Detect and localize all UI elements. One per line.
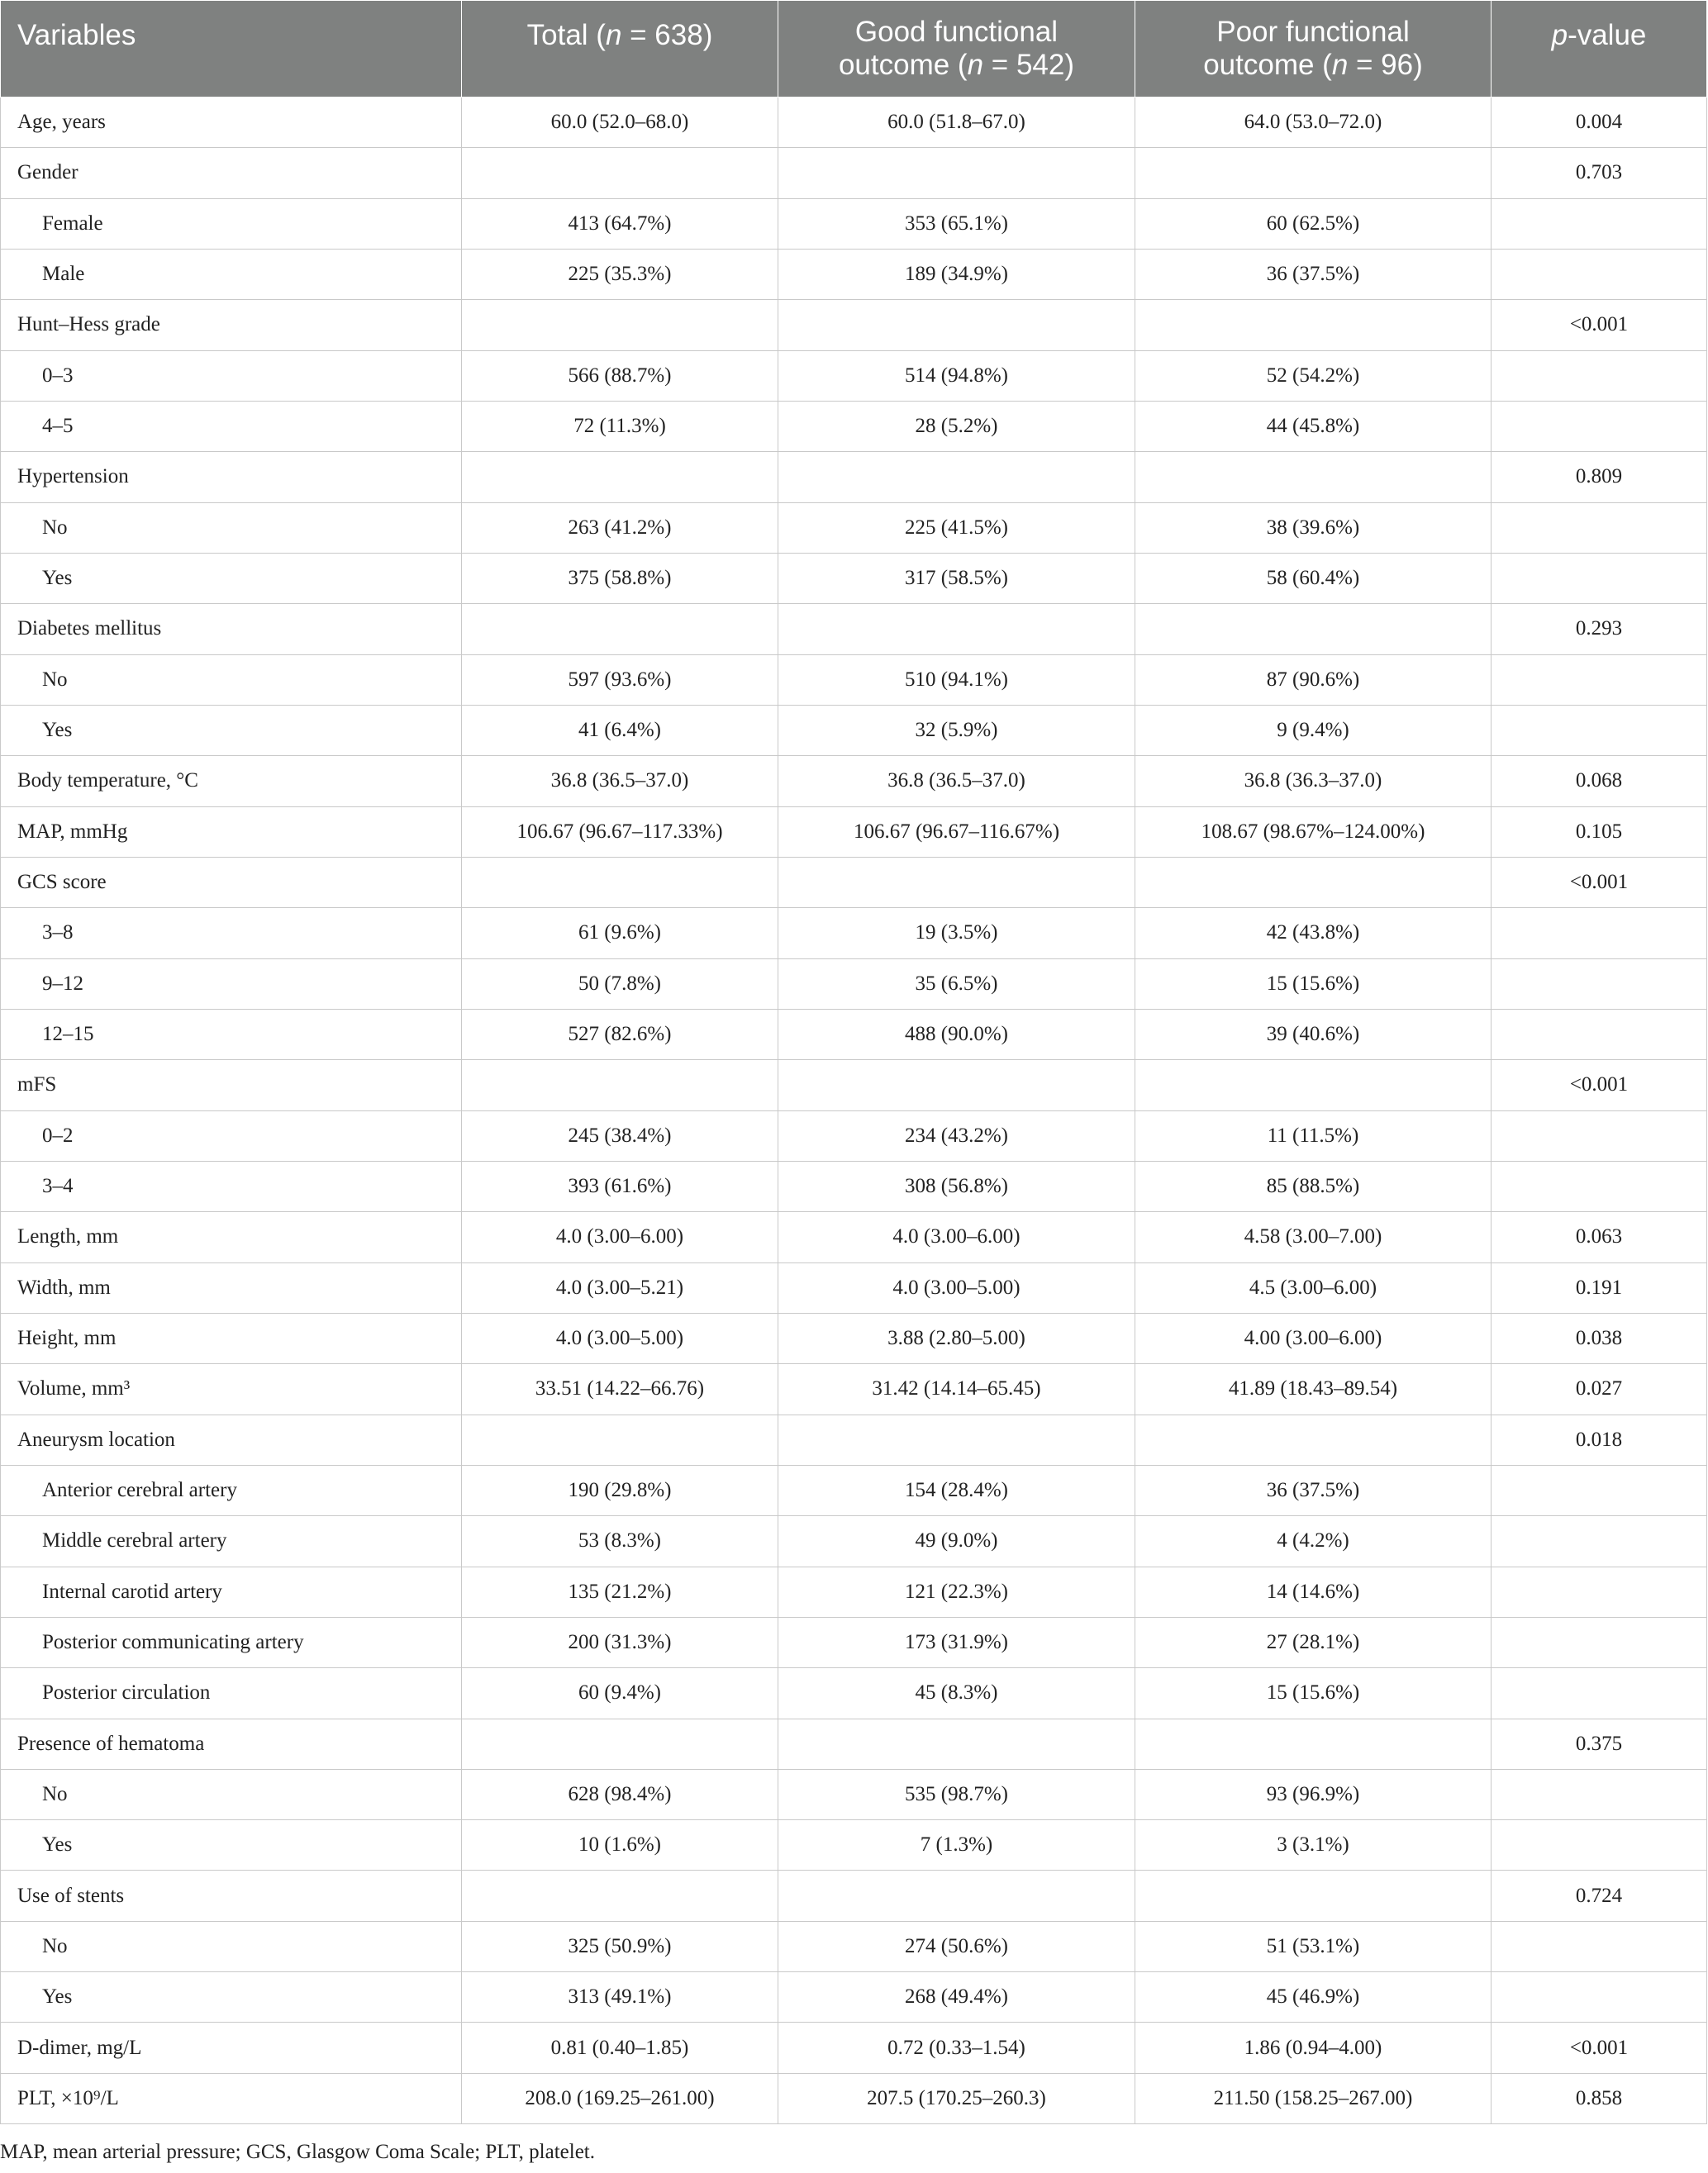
table-row [1,857,1707,907]
p-value-cell: 0.063 [1492,1212,1707,1262]
table-row [1,958,1707,1009]
variable-cell: MAP, mmHg [1,806,462,857]
variable-cell: Age, years [1,97,462,148]
total-cell: 225 (35.3%) [462,249,778,299]
poor-outcome-cell: 4.5 (3.00–6.00) [1135,1262,1492,1313]
variable-cell: 12–15 [1,1009,462,1059]
total-cell: 245 (38.4%) [462,1110,778,1161]
total-cell: 41 (6.4%) [462,705,778,755]
good-outcome-cell: 121 (22.3%) [778,1567,1135,1617]
total-cell: 375 (58.8%) [462,553,778,603]
table-row [1,908,1707,958]
table-row [1,1516,1707,1567]
total-cell: 0.81 (0.40–1.85) [462,2023,778,2073]
good-outcome-cell: 28 (5.2%) [778,401,1135,451]
total-cell [462,1871,778,1921]
good-outcome-cell: 49 (9.0%) [778,1516,1135,1567]
good-outcome-cell: 7 (1.3%) [778,1820,1135,1871]
p-value-cell [1492,1567,1707,1617]
poor-outcome-cell: 60 (62.5%) [1135,198,1492,249]
variable-cell: No [1,1921,462,1971]
total-cell: 200 (31.3%) [462,1617,778,1667]
p-value-cell: 0.375 [1492,1719,1707,1769]
table-row [1,1972,1707,2023]
p-value-cell [1492,1769,1707,1819]
variable-cell: Presence of hematoma [1,1719,462,1769]
table-row [1,300,1707,350]
variable-cell: Hunt–Hess grade [1,300,462,350]
poor-outcome-cell [1135,300,1492,350]
good-outcome-cell: 234 (43.2%) [778,1110,1135,1161]
poor-outcome-cell: 36 (37.5%) [1135,1465,1492,1515]
good-outcome-cell: 60.0 (51.8–67.0) [778,97,1135,148]
p-value-cell [1492,502,1707,553]
poor-outcome-cell [1135,604,1492,654]
good-outcome-cell: 225 (41.5%) [778,502,1135,553]
poor-outcome-cell: 3 (3.1%) [1135,1820,1492,1871]
table-row [1,1668,1707,1719]
total-cell: 50 (7.8%) [462,958,778,1009]
total-cell: 393 (61.6%) [462,1161,778,1211]
good-outcome-cell: 3.88 (2.80–5.00) [778,1313,1135,1363]
p-value-cell: 0.858 [1492,2073,1707,2123]
table-row [1,97,1707,148]
variable-cell: Yes [1,1972,462,2023]
variable-cell: Use of stents [1,1871,462,1921]
total-cell: 106.67 (96.67–117.33%) [462,806,778,857]
variable-cell: Yes [1,553,462,603]
table-row [1,1820,1707,1871]
table-row [1,1313,1707,1363]
variable-cell: Width, mm [1,1262,462,1313]
header-poor-outcome: Poor functional outcome (n = 96) [1135,1,1492,97]
good-outcome-cell: 514 (94.8%) [778,350,1135,401]
poor-outcome-cell: 4 (4.2%) [1135,1516,1492,1567]
total-cell [462,148,778,198]
poor-outcome-cell: 85 (88.5%) [1135,1161,1492,1211]
table-row [1,2023,1707,2073]
p-value-cell [1492,1820,1707,1871]
poor-outcome-cell: 45 (46.9%) [1135,1972,1492,2023]
p-value-cell: 0.293 [1492,604,1707,654]
total-cell: 313 (49.1%) [462,1972,778,2023]
good-outcome-cell [778,300,1135,350]
table-body [1,97,1707,2124]
good-outcome-cell [778,1415,1135,1465]
good-outcome-cell: 268 (49.4%) [778,1972,1135,2023]
poor-outcome-cell: 11 (11.5%) [1135,1110,1492,1161]
good-outcome-cell [778,857,1135,907]
good-outcome-cell [778,1719,1135,1769]
table-row [1,1110,1707,1161]
total-cell [462,1415,778,1465]
variable-cell: 3–4 [1,1161,462,1211]
good-outcome-cell: 4.0 (3.00–6.00) [778,1212,1135,1262]
table-row [1,1567,1707,1617]
good-outcome-cell: 207.5 (170.25–260.3) [778,2073,1135,2123]
good-outcome-cell: 173 (31.9%) [778,1617,1135,1667]
table-row [1,198,1707,249]
variable-cell: Posterior circulation [1,1668,462,1719]
p-value-cell: <0.001 [1492,2023,1707,2073]
total-cell: 628 (98.4%) [462,1769,778,1819]
good-outcome-cell [778,148,1135,198]
p-value-cell [1492,1009,1707,1059]
good-outcome-cell: 106.67 (96.67–116.67%) [778,806,1135,857]
variable-cell: Diabetes mellitus [1,604,462,654]
total-cell: 527 (82.6%) [462,1009,778,1059]
good-outcome-cell: 31.42 (14.14–65.45) [778,1364,1135,1415]
p-value-cell: <0.001 [1492,1060,1707,1110]
p-value-cell [1492,958,1707,1009]
total-cell: 61 (9.6%) [462,908,778,958]
p-value-cell: <0.001 [1492,857,1707,907]
table-row [1,1364,1707,1415]
p-value-cell: <0.001 [1492,300,1707,350]
total-cell: 60 (9.4%) [462,1668,778,1719]
total-cell: 36.8 (36.5–37.0) [462,756,778,806]
header-variables: Variables [1,1,462,97]
total-cell [462,452,778,502]
p-value-cell [1492,1617,1707,1667]
total-cell [462,300,778,350]
good-outcome-cell [778,1060,1135,1110]
table-footnote: MAP, mean arterial pressure; GCS, Glasgow Coma Scale; PLT, platelet. [0,2141,596,2163]
total-cell: 10 (1.6%) [462,1820,778,1871]
good-outcome-cell: 488 (90.0%) [778,1009,1135,1059]
table-row [1,1465,1707,1515]
good-outcome-cell: 45 (8.3%) [778,1668,1135,1719]
good-outcome-cell: 510 (94.1%) [778,654,1135,705]
total-cell: 33.51 (14.22–66.76) [462,1364,778,1415]
total-cell: 53 (8.3%) [462,1516,778,1567]
table-row [1,2073,1707,2123]
total-cell: 413 (64.7%) [462,198,778,249]
table-row [1,1262,1707,1313]
good-outcome-cell: 0.72 (0.33–1.54) [778,2023,1135,2073]
variable-cell: Length, mm [1,1212,462,1262]
poor-outcome-cell: 52 (54.2%) [1135,350,1492,401]
good-outcome-cell: 353 (65.1%) [778,198,1135,249]
poor-outcome-cell [1135,148,1492,198]
p-value-cell: 0.004 [1492,97,1707,148]
p-value-cell [1492,553,1707,603]
variable-cell: No [1,502,462,553]
total-cell: 566 (88.7%) [462,350,778,401]
variable-cell: Aneurysm location [1,1415,462,1465]
variable-cell: Yes [1,705,462,755]
p-value-cell [1492,908,1707,958]
good-outcome-cell: 535 (98.7%) [778,1769,1135,1819]
variable-cell: mFS [1,1060,462,1110]
p-value-cell: 0.018 [1492,1415,1707,1465]
good-outcome-cell: 32 (5.9%) [778,705,1135,755]
total-cell: 72 (11.3%) [462,401,778,451]
poor-outcome-cell: 1.86 (0.94–4.00) [1135,2023,1492,2073]
variable-cell: 4–5 [1,401,462,451]
good-outcome-cell: 308 (56.8%) [778,1161,1135,1211]
table-row [1,452,1707,502]
total-cell [462,1719,778,1769]
variable-cell: Body temperature, °C [1,756,462,806]
variable-cell: Yes [1,1820,462,1871]
good-outcome-cell: 19 (3.5%) [778,908,1135,958]
good-outcome-cell: 35 (6.5%) [778,958,1135,1009]
total-cell: 4.0 (3.00–5.21) [462,1262,778,1313]
p-value-cell [1492,1161,1707,1211]
poor-outcome-cell: 15 (15.6%) [1135,958,1492,1009]
p-value-cell [1492,1668,1707,1719]
p-value-cell [1492,705,1707,755]
variable-cell: Gender [1,148,462,198]
good-outcome-cell: 4.0 (3.00–5.00) [778,1262,1135,1313]
total-cell: 4.0 (3.00–6.00) [462,1212,778,1262]
p-value-cell: 0.703 [1492,148,1707,198]
variable-cell: Hypertension [1,452,462,502]
table-row [1,502,1707,553]
total-cell: 4.0 (3.00–5.00) [462,1313,778,1363]
poor-outcome-cell: 39 (40.6%) [1135,1009,1492,1059]
p-value-cell: 0.191 [1492,1262,1707,1313]
p-value-cell [1492,1921,1707,1971]
variable-cell: Male [1,249,462,299]
table-row [1,806,1707,857]
good-outcome-cell [778,452,1135,502]
poor-outcome-cell: 58 (60.4%) [1135,553,1492,603]
table-row [1,1212,1707,1262]
table-row [1,401,1707,451]
poor-outcome-cell [1135,452,1492,502]
variable-cell: Volume, mm³ [1,1364,462,1415]
poor-outcome-cell: 27 (28.1%) [1135,1617,1492,1667]
poor-outcome-cell: 87 (90.6%) [1135,654,1492,705]
table-row [1,553,1707,603]
poor-outcome-cell: 38 (39.6%) [1135,502,1492,553]
variable-cell: Anterior cerebral artery [1,1465,462,1515]
table-row [1,249,1707,299]
p-value-cell: 0.027 [1492,1364,1707,1415]
table-row [1,1871,1707,1921]
total-cell: 135 (21.2%) [462,1567,778,1617]
poor-outcome-cell: 44 (45.8%) [1135,401,1492,451]
table-row [1,705,1707,755]
table-row [1,350,1707,401]
poor-outcome-cell: 93 (96.9%) [1135,1769,1492,1819]
header-total: Total (n = 638) [462,1,778,97]
poor-outcome-cell [1135,1060,1492,1110]
poor-outcome-cell: 211.50 (158.25–267.00) [1135,2073,1492,2123]
variable-cell: 3–8 [1,908,462,958]
variable-cell: No [1,1769,462,1819]
poor-outcome-cell [1135,1871,1492,1921]
poor-outcome-cell: 36 (37.5%) [1135,249,1492,299]
total-cell: 263 (41.2%) [462,502,778,553]
good-outcome-cell: 154 (28.4%) [778,1465,1135,1515]
poor-outcome-cell: 4.58 (3.00–7.00) [1135,1212,1492,1262]
p-value-cell: 0.068 [1492,756,1707,806]
total-cell: 208.0 (169.25–261.00) [462,2073,778,2123]
p-value-cell: 0.809 [1492,452,1707,502]
variable-cell: 0–3 [1,350,462,401]
good-outcome-cell: 317 (58.5%) [778,553,1135,603]
table-row [1,1719,1707,1769]
table-row [1,756,1707,806]
poor-outcome-cell: 36.8 (36.3–37.0) [1135,756,1492,806]
total-cell [462,604,778,654]
total-cell: 190 (29.8%) [462,1465,778,1515]
p-value-cell [1492,401,1707,451]
total-cell [462,857,778,907]
poor-outcome-cell [1135,1415,1492,1465]
poor-outcome-cell: 4.00 (3.00–6.00) [1135,1313,1492,1363]
table-row [1,1009,1707,1059]
p-value-cell [1492,1516,1707,1567]
variable-cell: Height, mm [1,1313,462,1363]
variable-cell: No [1,654,462,705]
variable-cell: D-dimer, mg/L [1,2023,462,2073]
p-value-cell: 0.105 [1492,806,1707,857]
poor-outcome-cell [1135,1719,1492,1769]
p-value-cell [1492,249,1707,299]
good-outcome-cell [778,604,1135,654]
table-row [1,148,1707,198]
total-cell [462,1060,778,1110]
variable-cell: Middle cerebral artery [1,1516,462,1567]
poor-outcome-cell: 64.0 (53.0–72.0) [1135,97,1492,148]
p-value-cell: 0.724 [1492,1871,1707,1921]
good-outcome-cell: 274 (50.6%) [778,1921,1135,1971]
table-row [1,1617,1707,1667]
total-cell: 597 (93.6%) [462,654,778,705]
total-cell: 60.0 (52.0–68.0) [462,97,778,148]
p-value-cell [1492,198,1707,249]
poor-outcome-cell: 51 (53.1%) [1135,1921,1492,1971]
table-row [1,1060,1707,1110]
good-outcome-cell [778,1871,1135,1921]
variable-cell: Female [1,198,462,249]
poor-outcome-cell: 41.89 (18.43–89.54) [1135,1364,1492,1415]
p-value-cell [1492,350,1707,401]
variable-cell: Internal carotid artery [1,1567,462,1617]
table-row [1,604,1707,654]
table-row [1,1769,1707,1819]
poor-outcome-cell: 14 (14.6%) [1135,1567,1492,1617]
table-row [1,1415,1707,1465]
good-outcome-cell: 36.8 (36.5–37.0) [778,756,1135,806]
total-cell: 325 (50.9%) [462,1921,778,1971]
poor-outcome-cell: 9 (9.4%) [1135,705,1492,755]
poor-outcome-cell: 42 (43.8%) [1135,908,1492,958]
variable-cell: 0–2 [1,1110,462,1161]
variable-cell: PLT, ×10⁹/L [1,2073,462,2123]
p-value-cell [1492,1110,1707,1161]
poor-outcome-cell [1135,857,1492,907]
p-value-cell [1492,654,1707,705]
table-header-row [1,1,1707,97]
poor-outcome-cell: 108.67 (98.67%–124.00%) [1135,806,1492,857]
table-row [1,1161,1707,1211]
header-good-outcome: Good functional outcome (n = 542) [778,1,1135,97]
p-value-cell [1492,1972,1707,2023]
p-value-cell [1492,1465,1707,1515]
table-row [1,1921,1707,1971]
poor-outcome-cell: 15 (15.6%) [1135,1668,1492,1719]
variable-cell: 9–12 [1,958,462,1009]
good-outcome-cell: 189 (34.9%) [778,249,1135,299]
p-value-cell: 0.038 [1492,1313,1707,1363]
variable-cell: Posterior communicating artery [1,1617,462,1667]
table-row [1,654,1707,705]
variable-cell: GCS score [1,857,462,907]
header-p-value: p-value [1492,1,1707,97]
